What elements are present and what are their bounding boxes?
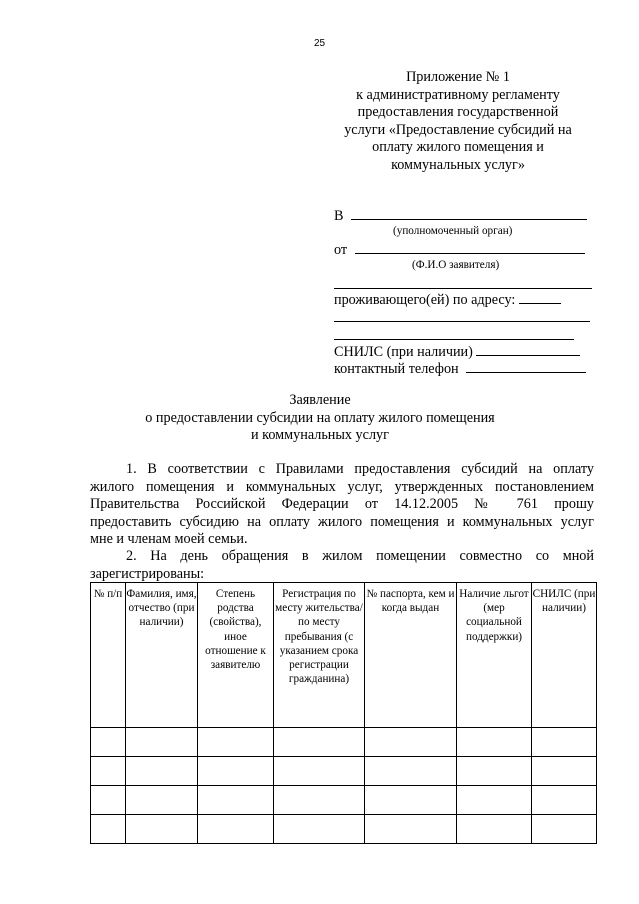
snils-blank[interactable] [476,342,580,356]
annex-line: к административному регламенту [356,86,560,103]
table-cell[interactable] [457,815,532,844]
annex-line: оплату жилого помещения и [372,139,544,156]
table-cell[interactable] [198,815,274,844]
title-line: и коммунальных услуг [251,427,389,444]
table-row [91,728,597,757]
table-header-row [91,583,597,728]
table-cell[interactable] [274,757,365,786]
table-cell[interactable] [91,786,126,815]
table-cell[interactable] [365,786,457,815]
table-row [91,757,597,786]
address-line-1[interactable] [334,321,590,322]
table-cell[interactable] [126,728,198,757]
paragraph-line: предоставить субсидию на оплату жилого помещения и коммунальных услуг [90,513,594,530]
header-number: № п/п [91,583,126,728]
phone-label: контактный телефон [334,361,459,377]
phone-blank[interactable] [466,359,586,373]
table-row [91,815,597,844]
table-cell[interactable] [532,728,597,757]
phone-field [334,359,586,378]
table-cell[interactable] [532,786,597,815]
paragraph-line: 2. На день обращения в жилом помещении совместно со мной [126,548,594,564]
title-line: Заявление [289,392,351,408]
header-registration: Регистрация по месту жительства/по месту пребывания (с указанием срока регистрации гражданина) [274,583,365,728]
applicant-line[interactable] [334,288,592,289]
header-relationship: Степень родства (свойства), иное отношение к заявителю [198,583,274,728]
header-passport: № паспорта, кем и когда выдан [365,583,457,728]
title-line: о предоставлении субсидии на оплату жилого помещения [145,409,495,426]
residing-blank[interactable] [519,290,561,304]
annex-line: Приложение № 1 [406,69,510,85]
table-cell[interactable] [274,728,365,757]
annex-line: предоставления государственной [357,104,559,121]
to-blank[interactable] [351,206,587,220]
table-cell[interactable] [457,728,532,757]
table-cell[interactable] [274,786,365,815]
to-field [334,206,587,225]
header-full-name: Фамилия, имя, отчество (при наличии) [126,583,198,728]
from-field [334,240,585,259]
from-hint: (Ф.И.О заявителя) [412,259,500,271]
to-label: В [334,208,344,224]
residing-label: проживающего(ей) по адресу: [334,292,516,308]
to-hint: (уполномоченный орган) [393,225,513,237]
paragraph-line: 1. В соответствии с Правилами предоставления субсидий на оплату [126,461,594,477]
table-cell[interactable] [126,757,198,786]
document-title [100,392,540,445]
annex-line: коммунальных услуг» [391,156,525,173]
paragraph-1 [90,461,594,549]
table-cell[interactable] [198,757,274,786]
annex-line: услуги «Предоставление субсидий на [344,121,572,138]
address-line-2[interactable] [334,339,574,340]
header-benefits: Наличие льгот (мер социальной поддержки) [457,583,532,728]
snils-label: СНИЛС (при наличии) [334,344,473,360]
header-snils: СНИЛС (при наличии) [532,583,597,728]
table-cell[interactable] [532,815,597,844]
table-cell[interactable] [91,728,126,757]
paragraph-line: Правительства Российской Федерации от 14.12.2005 № 761 прошу [90,496,594,513]
table-cell[interactable] [457,757,532,786]
table-cell[interactable] [457,786,532,815]
table-cell[interactable] [91,757,126,786]
table-cell[interactable] [365,757,457,786]
paragraph-line: мне и членам моей семьи. [90,531,248,548]
paragraph-2 [90,548,594,583]
paragraph-line: зарегистрированы: [90,565,205,582]
table-row [91,786,597,815]
table-cell[interactable] [365,815,457,844]
paragraph-line: жилого помещения и коммунальных услуг, утвержденных постановлением [90,478,594,495]
from-blank[interactable] [355,240,585,254]
table-cell[interactable] [274,815,365,844]
table-cell[interactable] [91,815,126,844]
table-cell[interactable] [532,757,597,786]
table-cell[interactable] [126,815,198,844]
table-cell[interactable] [198,728,274,757]
table-cell[interactable] [126,786,198,815]
table-cell[interactable] [198,786,274,815]
residing-field [334,290,561,309]
annex-header [328,69,588,175]
from-label: от [334,242,348,258]
residents-table [90,582,597,844]
page-number: 25 [313,38,326,49]
table-cell[interactable] [365,728,457,757]
